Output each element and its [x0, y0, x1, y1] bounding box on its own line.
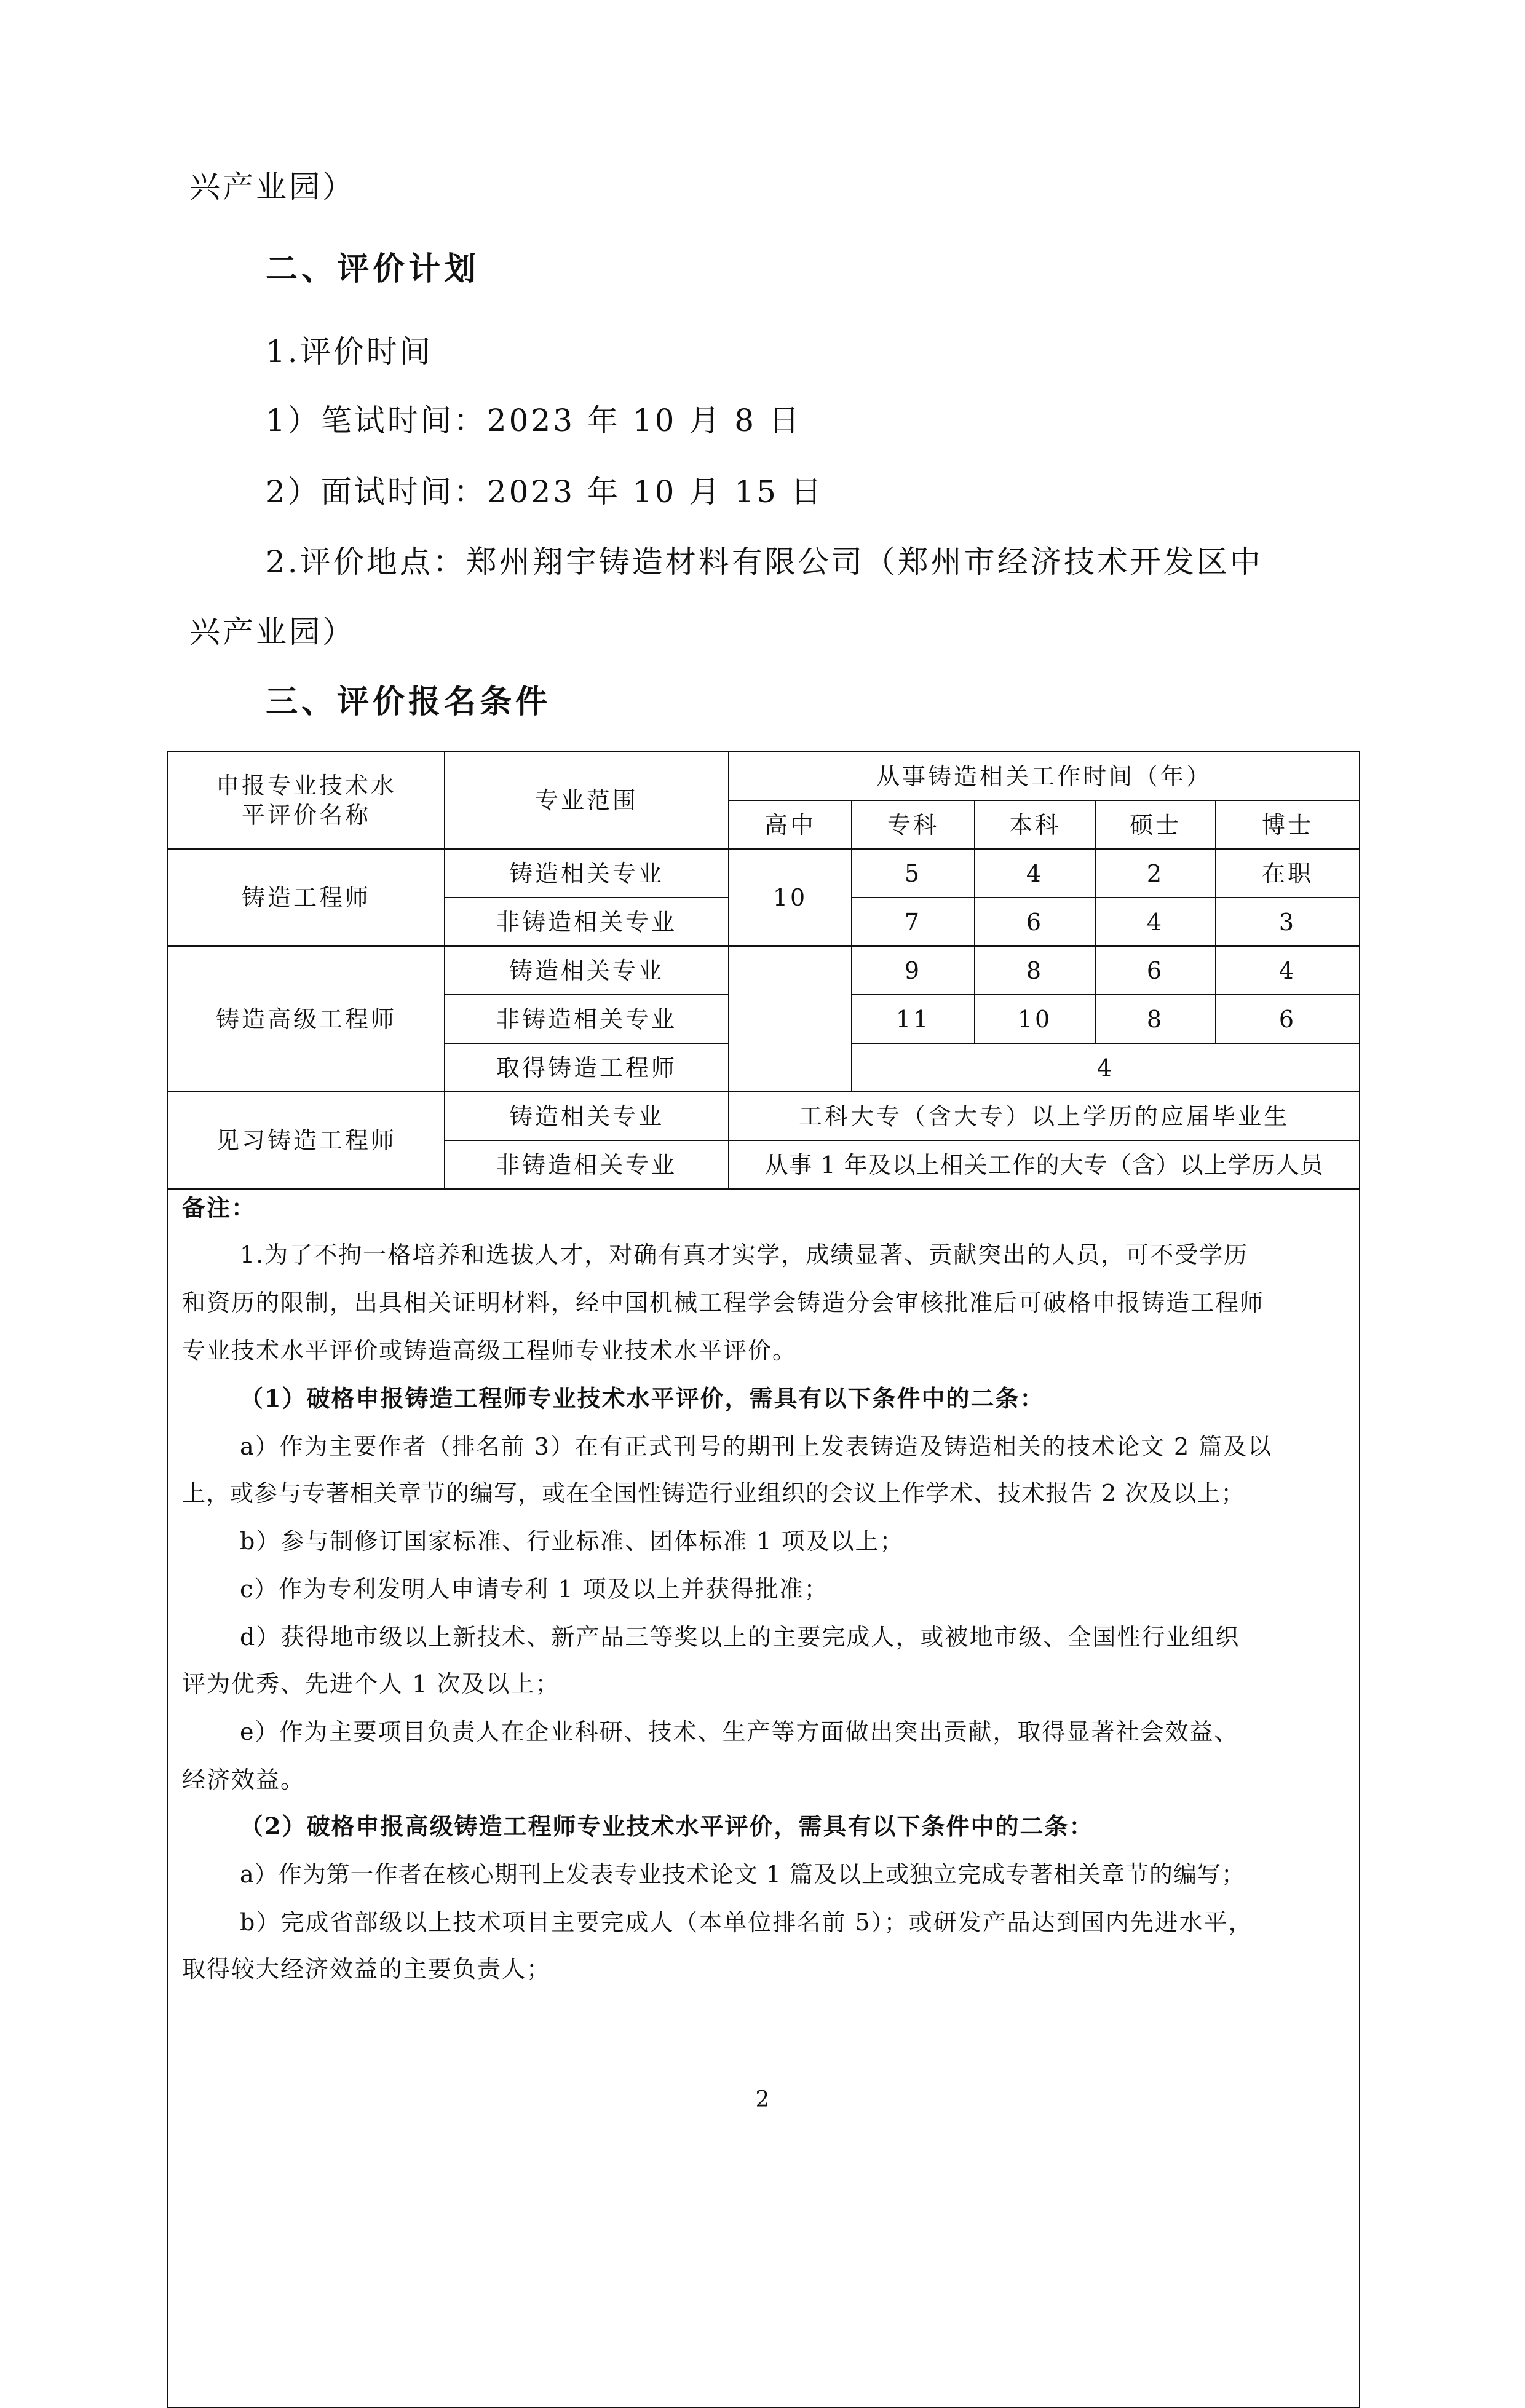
edu-doctor: 博士	[1216, 800, 1360, 849]
note-line: 评为优秀、先进个人 1 次及以上；	[182, 1670, 560, 1697]
highschool-blank	[729, 946, 852, 1092]
qualification-table	[167, 751, 1360, 2408]
scope-cell: 取得铸造工程师	[445, 1043, 729, 1092]
item-evaluation-location-line2: 兴产业园）	[189, 614, 355, 650]
value-cell: 11	[852, 995, 975, 1043]
header-scope: 专业范围	[445, 752, 729, 849]
value-cell: 4	[975, 849, 1095, 898]
value-cell: 在职	[1216, 849, 1360, 898]
note-line: 上，或参与专著相关章节的编写，或在全国性铸造行业组织的会议上作学术、技术报告 2 次及以上；	[182, 1480, 1245, 1507]
item-written-exam-time: 1）笔试时间：2023 年 10 月 8 日	[266, 403, 802, 438]
table-header-row	[168, 752, 1360, 800]
note-line: d）获得地市级以上新技术、新产品三等奖以上的主要完成人，或被地市级、全国性行业组织	[240, 1624, 1240, 1651]
continued-line: 兴产业园）	[189, 169, 355, 205]
scope-cell: 非铸造相关专业	[445, 995, 729, 1043]
edu-master: 硕士	[1095, 800, 1216, 849]
note-line: 和资历的限制，出具相关证明材料，经中国机械工程学会铸造分会审核批准后可破格申报铸造工程师	[182, 1289, 1265, 1316]
scope-cell: 非铸造相关专业	[445, 1140, 729, 1189]
note-line: （1）破格申报铸造工程师专业技术水平评价，需具有以下条件中的二条：	[240, 1384, 1045, 1412]
requirement-text-cell: 工科大专（含大专）以上学历的应届毕业生	[729, 1092, 1360, 1140]
note-line: b）参与制修订国家标准、行业标准、团体标准 1 项及以上；	[240, 1528, 905, 1555]
note-line: 经济效益。	[182, 1766, 306, 1793]
section-heading-evaluation-plan: 二、评价计划	[266, 251, 480, 288]
title-engineer: 铸造工程师	[168, 849, 445, 946]
value-cell: 6	[1095, 946, 1216, 995]
header-work-years: 从事铸造相关工作时间（年）	[729, 752, 1360, 800]
note-line: e）作为主要项目负责人在企业科研、技术、生产等方面做出突出贡献，取得显著社会效益、	[240, 1718, 1239, 1745]
notes-cell	[168, 1189, 1360, 2407]
highschool-years-engineer: 10	[729, 849, 852, 946]
section-heading-registration-conditions: 三、评价报名条件	[266, 684, 552, 720]
note-line: 专业技术水平评价或铸造高级工程师专业技术水平评价。	[182, 1337, 798, 1364]
value-cell: 6	[975, 898, 1095, 946]
edu-highschool: 高中	[729, 800, 852, 849]
table-row	[168, 946, 1360, 995]
requirement-text-cell: 从事 1 年及以上相关工作的大专（含）以上学历人员	[729, 1140, 1360, 1189]
item-evaluation-location-line1: 2.评价地点：郑州翔宇铸造材料有限公司（郑州市经济技术开发区中	[266, 544, 1263, 580]
value-cell: 2	[1095, 849, 1216, 898]
value-cell: 7	[852, 898, 975, 946]
value-cell: 5	[852, 849, 975, 898]
scope-cell: 非铸造相关专业	[445, 898, 729, 946]
edu-associate: 专科	[852, 800, 975, 849]
title-senior-engineer: 铸造高级工程师	[168, 946, 445, 1092]
value-cell: 10	[975, 995, 1095, 1043]
scope-cell: 铸造相关专业	[445, 1092, 729, 1140]
note-line: （2）破格申报高级铸造工程师专业技术水平评价，需具有以下条件中的二条：	[240, 1812, 1094, 1840]
notes-label: 备注：	[182, 1194, 256, 1222]
item-evaluation-time: 1.评价时间	[266, 334, 433, 369]
value-cell: 4	[1216, 946, 1360, 995]
value-cell: 8	[1095, 995, 1216, 1043]
note-line: a）作为第一作者在核心期刊上发表专业技术论文 1 篇及以上或独立完成专著相关章节的编写；	[240, 1861, 1245, 1888]
note-line: 取得较大经济效益的主要负责人；	[182, 1956, 552, 1983]
notes-row	[168, 1189, 1360, 2407]
note-line: b）完成省部级以上技术项目主要完成人（本单位排名前 5）；或研发产品达到国内先进水平，	[240, 1909, 1253, 1936]
value-cell: 6	[1216, 995, 1360, 1043]
note-line: c）作为专利发明人申请专利 1 项及以上并获得批准；	[240, 1576, 829, 1603]
value-cell: 8	[975, 946, 1095, 995]
edu-bachelor: 本科	[975, 800, 1095, 849]
merged-value-cell: 4	[852, 1043, 1360, 1092]
note-line: 1.为了不拘一格培养和选拔人才，对确有真才实学，成绩显著、贡献突出的人员，可不受学历	[240, 1241, 1249, 1268]
note-line: a）作为主要作者（排名前 3）在有正式刊号的期刊上发表铸造及铸造相关的技术论文 2 篇及以	[240, 1433, 1273, 1460]
page-number: 2	[755, 2087, 770, 2112]
item-interview-time: 2）面试时间：2023 年 10 月 15 日	[266, 474, 824, 510]
value-cell: 3	[1216, 898, 1360, 946]
table-row	[168, 1092, 1360, 1140]
scope-cell: 铸造相关专业	[445, 849, 729, 898]
title-trainee-engineer: 见习铸造工程师	[168, 1092, 445, 1189]
value-cell: 9	[852, 946, 975, 995]
scope-cell: 铸造相关专业	[445, 946, 729, 995]
table-row	[168, 849, 1360, 898]
header-evaluation-name: 申报专业技术水平评价名称	[168, 752, 445, 849]
value-cell: 4	[1095, 898, 1216, 946]
